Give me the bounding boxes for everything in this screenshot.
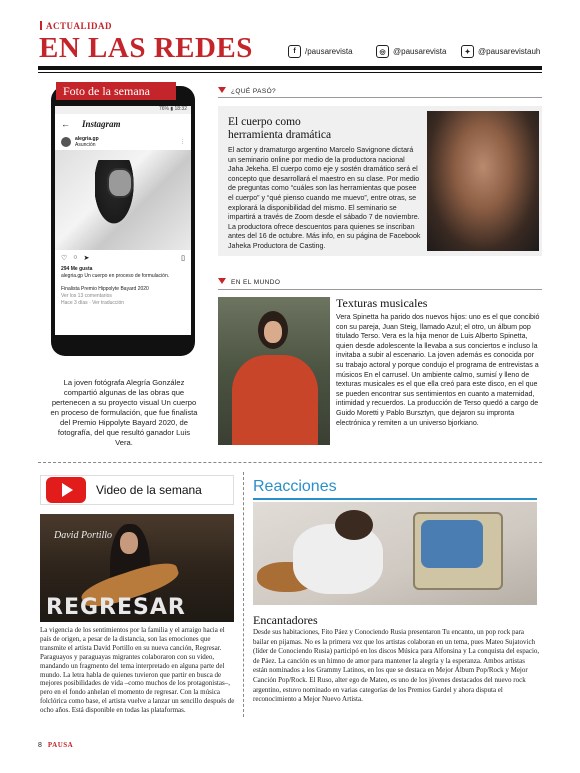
thumb-signature: David Portillo <box>54 530 113 541</box>
section-tag <box>40 21 112 31</box>
foto-label: Foto de la semana <box>56 82 176 100</box>
bookmark-icon[interactable]: ▯ <box>181 255 185 262</box>
en-el-mundo-body: Vera Spinetta ha parido dos nuevos hijos: uno es el que concibió con su pareja, Juan Steig, llamado Azul; el otro, un álbum pop titulado Terso. Vera es la hija menor de Luis Alberto Spinetta, quien desde adolescente la llevaba a sus conciertos e incluso la invitaba a subir al escenario. La joven además es conocida por su trabajo actoral y porque condujo el programa de entrevistas a músicos En el carrusel. Un ambiente calmo, sumisí y lleno de texturas musicales es el que ella creó para este disco, en el que se pueden encontrar sus sentimientos en cuanto a maternidad, intimidad y recuerdos. La producción de Terso quedó a cargo de Guido Moretti y Pablo Bursztyn, que dejaron su impronta electrónica y remiten a un universo bjorkiano. <box>336 313 540 427</box>
instagram-handle: @pausarevista <box>393 47 447 56</box>
page-footer <box>38 741 73 749</box>
que-paso-body: El actor y dramaturgo argentino Marcelo Savignone dictará un seminario online por medio de la productora nacional Jaha Jekeha. El cuerpo como eje y sostén dramático será el concepto que desarrollará el maestro en su clase. Por medio de preguntas como “cuáles son las herramientas que posee el cuerpo” y “qué pienso cuando me muevo”, entre otras, se explorará la disponibilidad del mismo. El seminario se impartirá a través de Zoom desde el sábado 7 de noviembre. La productora ofrece descuentos para quienes se inscriban antes del 16 de octubre. Más info, en su página de Facebook Jaheka Productora de Casting. <box>228 146 421 250</box>
vera-photo <box>218 297 330 445</box>
photo-tv-screen <box>421 520 483 568</box>
video-caption: La vigencia de los sentimientos por la familia y el arraigo hacia el país de origen, a pesar de la distancia, son las emociones que transmite el artista David Portillo en su nueva canción, Regresar. Paraguayos y paraguayas migrantes colaboraron con su video, mandando un fragmento del tema interpretado en alguna parte del mundo. La letra habla de quienes tuvieron que partir en busca de mejores posibilidades de vida –como muchos de los protagonistas–, pero en el fondo anhelan el momento de regresar. Con la música folclórica como base, el artista vuelve a lanzar un sencillo después de ocho años. Está disponible en todas las plataformas. <box>40 626 235 715</box>
post-user[interactable] <box>55 134 191 150</box>
facebook-handle: /pausarevista <box>305 47 353 56</box>
social-instagram[interactable] <box>376 45 446 58</box>
video-thumbnail[interactable] <box>40 514 234 622</box>
facebook-icon: f <box>288 45 301 58</box>
triangle-icon <box>218 278 226 284</box>
page-title: EN LAS REDES <box>39 32 253 64</box>
footer-brand: PAUSA <box>47 741 74 749</box>
reacciones-body: Desde sus habitaciones, Fito Páez y Conociendo Rusia presentaron Tu encanto, un pop rock para bailar en pijamas. No es la primera vez que los artistas colaboran en un tema, pues Mateo Sujatovich (líder de Conociendo Rusia) participó en los discos Música para Alfonsina y La conquista del espacio, de Páez. La canción es un himno de amor para mantener la alegría y la esperanza. Ambos artistas están nominados a los Grammy Latinos, en los que se destaca en Mejor Álbum Pop/Rock y Mejor Canción Pop/Rock. El Ruso, alter ego de Mateo, es uno de los jóvenes destacados del nuevo rock argentino, estuvo nominado en varias categorías de los Premios Gardel y ahora disputa el reconocimiento a Mejor Nuevo Artista. <box>253 628 540 704</box>
reacciones-title: Encantadores <box>253 613 318 627</box>
post-username: alegria.gp <box>75 136 99 142</box>
twitter-icon: ✦ <box>461 45 474 58</box>
instagram-logo: Instagram <box>82 119 121 129</box>
photo-mask <box>107 168 133 198</box>
social-twitter[interactable] <box>461 45 540 58</box>
post-photo <box>55 150 191 250</box>
section-bar <box>40 21 42 30</box>
column-divider <box>243 472 244 717</box>
photo-face <box>264 321 282 343</box>
instagram-icon: ◎ <box>376 45 389 58</box>
twitter-handle: @pausarevistauh <box>478 47 541 56</box>
post-comments[interactable]: Ver los 13 comentarios <box>61 293 112 299</box>
comment-icon[interactable]: ○ <box>73 254 78 261</box>
post-finalist: Finalista Premio Hippolyte Bayard 2020 <box>61 286 149 292</box>
reacciones-label: Reacciones <box>253 478 337 495</box>
photo-man <box>293 524 383 594</box>
social-facebook[interactable] <box>288 45 353 58</box>
video-label[interactable] <box>40 475 234 505</box>
youtube-icon <box>46 477 86 503</box>
back-arrow-icon[interactable]: ← <box>61 119 70 129</box>
que-paso-title-1: El cuerpo como <box>228 116 301 128</box>
divider <box>218 97 542 98</box>
en-el-mundo-title: Texturas musicales <box>336 296 428 310</box>
foto-caption: La joven fotógrafa Alegría González compartió algunas de las obras que pertenecen a su proyecto visual Un cuerpo en proceso de formulación, que fue finalista del Premio Hippolyte Bayard 2020, de fotografía, del que resultó ganador Luis Vera. <box>50 378 198 447</box>
section-label: ACTUALIDAD <box>46 21 113 31</box>
photo-dress <box>232 355 318 445</box>
thumb-title: REGRESAR <box>46 595 186 620</box>
post-caption: alegria.gp Un cuerpo en proceso de formulación. <box>61 273 170 279</box>
heart-icon[interactable]: ♡ <box>61 255 68 262</box>
instagram-bar <box>55 114 191 134</box>
en-el-mundo-label: EN EL MUNDO <box>231 279 281 286</box>
post-actions <box>55 250 191 266</box>
divider <box>218 289 542 290</box>
marcelo-portrait <box>427 111 539 251</box>
que-paso-kicker <box>218 87 276 95</box>
post-time: Hace 3 días · Ver traducción <box>61 300 125 306</box>
video-label-text: Video de la semana <box>96 483 202 497</box>
post-location: Asunción <box>75 142 96 148</box>
thumb-face <box>120 532 138 554</box>
phone-screen <box>55 106 191 335</box>
avatar <box>61 137 71 147</box>
page-number: 8 <box>38 742 42 749</box>
reacciones-photo <box>253 502 537 605</box>
que-paso-title-2: herramienta dramática <box>228 129 332 141</box>
share-icon[interactable]: ➤ <box>83 255 90 262</box>
header-rule <box>38 66 542 70</box>
en-el-mundo-kicker <box>218 278 280 286</box>
triangle-icon <box>218 87 226 93</box>
header-rule-thin <box>38 72 542 73</box>
que-paso-label: ¿QUÉ PASÓ? <box>231 88 277 95</box>
section-divider <box>38 462 542 463</box>
reacciones-rule <box>253 498 537 500</box>
play-icon <box>62 483 73 497</box>
more-icon[interactable]: ⋮ <box>180 139 185 145</box>
photo-hair <box>335 510 373 540</box>
phone-status: 76% ▮ 18:32 <box>55 106 191 114</box>
post-likes: 294 Me gusta <box>61 266 93 272</box>
